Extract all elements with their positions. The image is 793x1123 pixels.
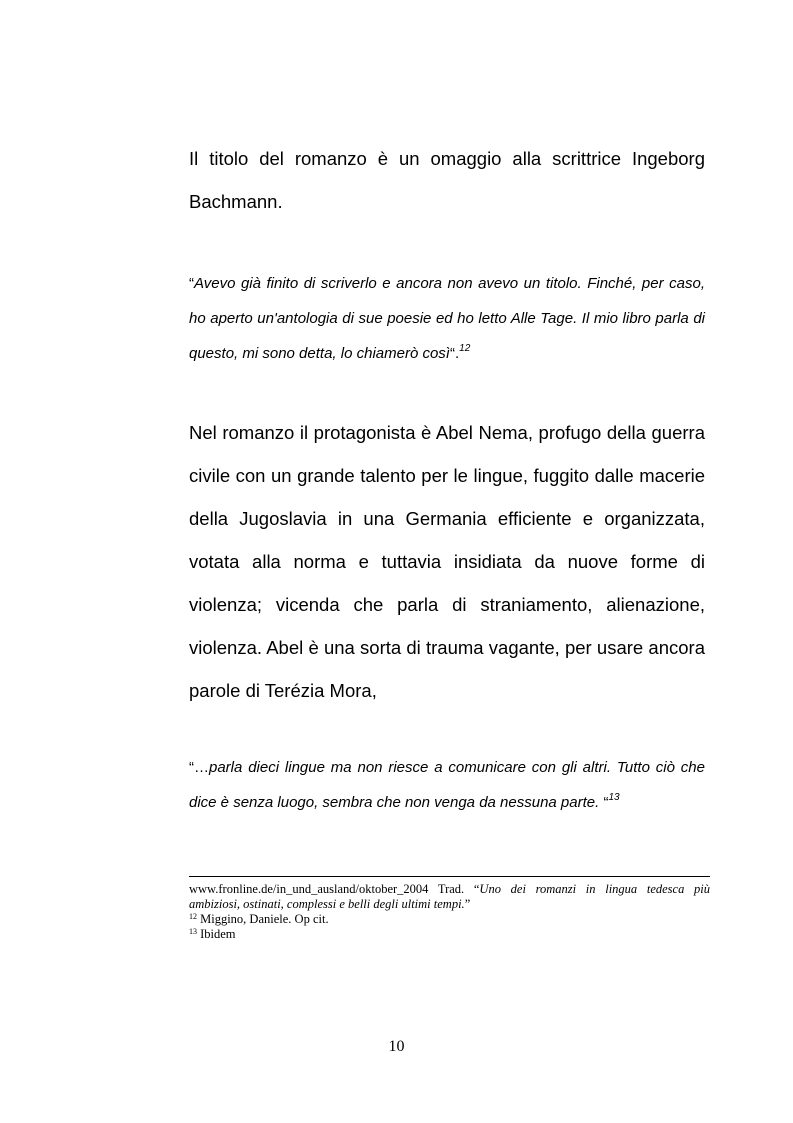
quote-2-close: “ <box>599 794 609 811</box>
footnote-continued-suffix: ” <box>464 897 471 911</box>
body-paragraph: Nel romanzo il protagonista è Abel Nema, profugo della guerra civile con un grande talento per le lingue, fuggito dalle macerie della Jugoslavia in una Germania efficiente e organizzata, votata alla norma e tuttavia insidiata da nuove forme di violenza; vicenda che parla di straniamento, alienazione, violenza. Abel è una sorta di trauma vagante, per usare ancora parole di Terézia Mora, <box>189 422 705 701</box>
intro-line-1: Il titolo del romanzo è un omaggio alla scrittrice Ingeborg <box>189 148 705 169</box>
intro-line-2: Bachmann. <box>189 191 283 212</box>
footnote-12 <box>189 912 710 927</box>
quote-1-text: Avevo già finito di scriverlo e ancora non avevo un titolo. Finché, per caso, ho aperto un'antologia di sue poesie ed ho letto Alle Tage. Il mio libro parla di questo, mi sono detta, lo chiamerò così <box>189 275 705 362</box>
quote-1-close: “. <box>449 345 460 362</box>
footnotes <box>189 882 710 942</box>
quote-2 <box>189 750 705 820</box>
footnote-continued-italic: Uno dei romanzi in lingua tedesca più ambiziosi, ostinati, complessi e belli degli ultimi tempi. <box>189 882 711 911</box>
quote-2-text: parla dieci lingue ma non riesce a comunicare con gli altri. Tutto ciò che dice è senza luogo, sembra che non venga da nessuna parte. <box>189 759 705 811</box>
footnote-13-number: 13 <box>189 927 197 936</box>
quote-1 <box>189 266 705 371</box>
footnote-13 <box>189 927 710 942</box>
footnote-13-text: Ibidem <box>197 927 236 941</box>
quote-2-open: “… <box>189 759 209 776</box>
page-number: 10 <box>388 1038 405 1055</box>
intro-paragraph <box>189 137 705 223</box>
footnote-continued-prefix: www.fronline.de/in_und_ausland/oktober_2004 Trad. “ <box>189 882 480 896</box>
footnote-continued <box>189 882 710 912</box>
quote-1-open: “ <box>189 275 194 292</box>
footnote-separator <box>189 876 710 877</box>
footnote-ref-13: 13 <box>608 792 620 803</box>
footnote-12-number: 12 <box>189 912 197 921</box>
footnote-ref-12: 12 <box>459 343 471 354</box>
footnote-12-text: Miggino, Daniele. Op cit. <box>197 912 329 926</box>
